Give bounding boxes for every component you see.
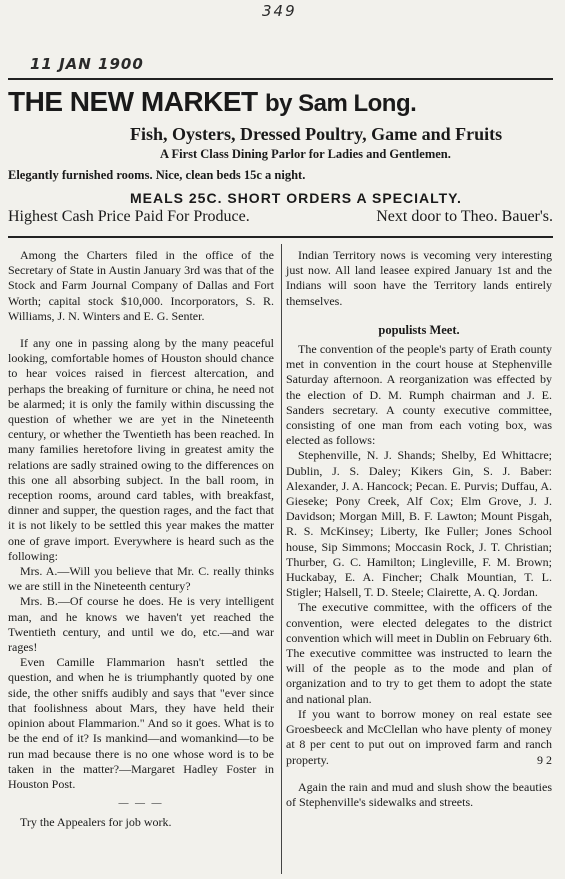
money-paragraph	[286, 707, 552, 768]
ad-location-line: Next door to Theo. Bauer's.	[376, 208, 553, 225]
column-divider	[281, 244, 282, 874]
indian-territory-paragraph: Indian Territory nows is vecoming very interesting just now. All land leasee expired January 1st and the Indians will soon have the Territory lands entirely themselves.	[286, 248, 552, 308]
ad-title	[8, 86, 416, 118]
convention-paragraph: The convention of the people's party of Erath county met in convention in the court house at Stephenville Saturday afternoon. A reorganization was effected by the election of D. M. Rumph chairman and J. E. Sanders secretary. A county executive committee, consisting of one man from each voting box, was elected as follows:	[286, 342, 552, 448]
ad-subtitle: Fish, Oysters, Dressed Poultry, Game and Fruits	[130, 124, 503, 144]
mrs-b-paragraph: Mrs. B.—Of course he does. He is very intelligent man, and he knows we haven't yet reached the Twentieth century, and until we do, etc.—and war rages!	[8, 594, 274, 655]
century-paragraph: If any one in passing along by the many peaceful looking, comfortable homes of Houston should chance to hear voices raised in fiercest altercation, and perhaps the breaking of furniture or china, he need not be alarmed; it is only the family within discussing the question of whether we are yet in the Nineteenth century, or whether the Twentieth has been reached. In many families heretofore living in greatest amity the relations are sadly strained owing to the differences on this one all absorbing subject. In the ball room, in reception rooms, around card tables, with breakfast, dinner and supper, the question rages, and the fact that it is not likely to be settled this year makes the matter one of grave import. Everywhere is heard such as the following:	[8, 336, 274, 563]
page-number-handwritten: 349	[262, 2, 297, 20]
ad-dining-line: A First Class Dining Parlor for Ladies and Gentlemen.	[160, 147, 451, 161]
money-reference: 9 2	[537, 752, 552, 767]
date-handwritten: 11 JAN 1900	[30, 55, 144, 73]
ad-rooms-line: Elegantly furnished rooms. Nice, clean beds 15c a night.	[8, 168, 306, 182]
ad-meals-line: MEALS 25C. SHORT ORDERS A SPECIALTY.	[130, 190, 462, 206]
mrs-a-paragraph: Mrs. A.—Will you believe that Mr. C. really thinks we are still in the Nineteenth century?	[8, 564, 274, 594]
ad-top-rule	[8, 78, 553, 80]
ad-title-name: THE NEW MARKET	[8, 86, 258, 117]
flammarion-paragraph: Even Camille Flammarion hasn't settled the question, and when he is triumphantly quoted by one side, the other sniffs audibly and says that "ever since that foolishness about Mars, they have held their opinion about Flammarion." And so it goes. What is to be the end of it? Is mankind—and womankind—to be run mad because there is no one whose word is to be taken in the matter?—Margaret Hadley Foster in Houston Post.	[8, 655, 274, 791]
right-column	[286, 248, 552, 810]
article-separator: — — —	[118, 798, 164, 810]
executive-paragraph: The executive committee, with the officers of the convention, were elected delegates to the district convention which will meet in Dublin on February 6th. The executive committee was instructed to learn the will of the people as to the mode and plan of organization and to try to get them to adopt the state and national plan.	[286, 600, 552, 706]
rain-paragraph: Again the rain and mud and slush show the beauties of Stephenville's sidewalks and streets.	[286, 779, 552, 809]
ad-cash-line: Highest Cash Price Paid For Produce.	[8, 208, 250, 225]
appealers-paragraph: Try the Appealers for job work.	[20, 815, 172, 830]
money-text: If you want to borrow money on real estate see Groesbeeck and McClellan who have plenty of money at 8 per cent to put out on improved farm and ranch property.	[286, 706, 552, 767]
committee-paragraph: Stephenville, N. J. Shands; Shelby, Ed Whittacre; Dublin, J. S. Daley; Kikers Gin, S. J. Baber: Alexander, J. A. Hancock; Pecan. E. Purvis; Duffau, A. Gieseke; Pony Creek, Alf Cox; Elm Grove, J. J. Davidson; Morgan Mill, B. F. Lawton; Mount Pisgah, R. S. McKinsey; Liberty, Ike Fuller; Jones School house, Sip Simmons; Moccasin Rock, J. T. Christian; Thurber, G. C. Hamilton; Lingleville, F. M. Brown; Huckabay, E. A. Fincher; Chalk Mountian, T. L. Stigler; Halsell, T. D. Steele; Clairette, A. Q. Jordan.	[286, 448, 552, 600]
ad-bottom-rule	[8, 236, 553, 238]
charter-paragraph: Among the Charters filed in the office of the Secretary of State in Austin January 3rd was that of the Stock and Farm Journal Company of Dallas and Fort Worth; capital stock $10,000. Incorporators, S. R. Williams, J. N. Winters and E. G. Senter.	[8, 248, 274, 323]
populists-heading: populists Meet.	[378, 322, 460, 337]
left-column	[8, 248, 274, 831]
ad-title-byline: by Sam Long.	[264, 90, 417, 117]
